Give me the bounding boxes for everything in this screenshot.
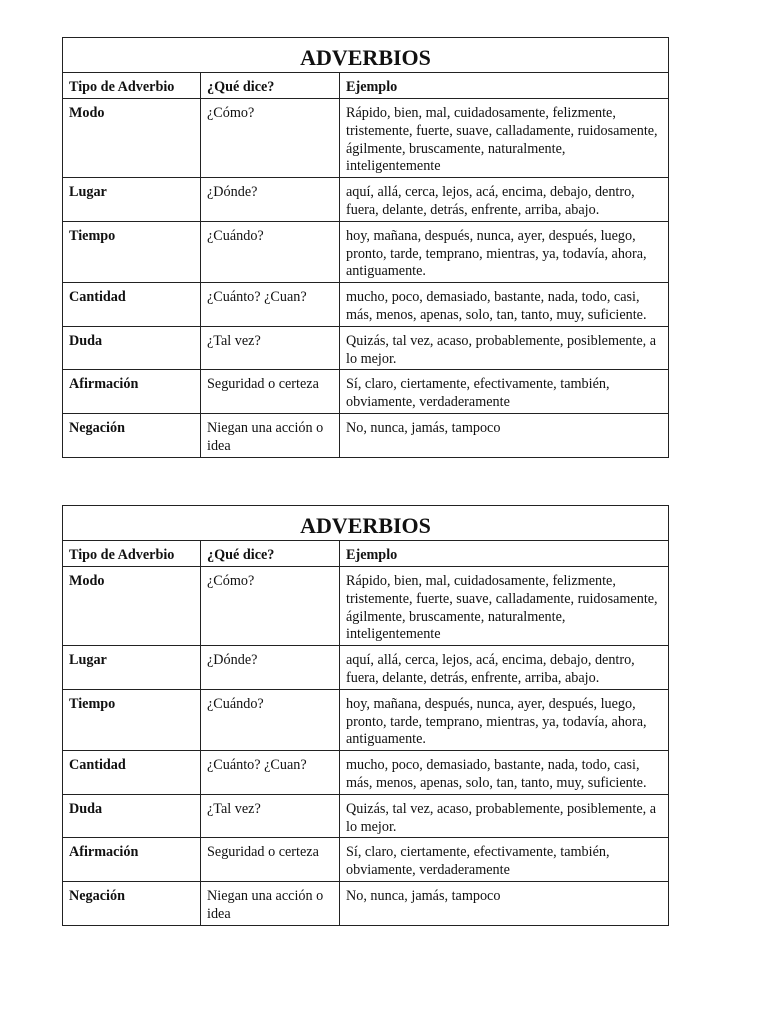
type-cell: Lugar bbox=[63, 178, 201, 222]
type-cell: Afirmación bbox=[63, 838, 201, 882]
adverbios-table-1 bbox=[62, 37, 669, 458]
question-cell: Niegan una acción o idea bbox=[201, 881, 340, 925]
column-header-type: Tipo de Adverbio bbox=[63, 541, 201, 567]
question-cell: Seguridad o certeza bbox=[201, 370, 340, 414]
question-cell: ¿Cómo? bbox=[201, 99, 340, 178]
example-cell: aquí, allá, cerca, lejos, acá, encima, debajo, dentro, fuera, delante, detrás, enfrente, arriba, abajo. bbox=[340, 178, 669, 222]
question-cell: ¿Cuándo? bbox=[201, 221, 340, 282]
column-header-question: ¿Qué dice? bbox=[201, 73, 340, 99]
table-row bbox=[63, 370, 669, 414]
example-cell: No, nunca, jamás, tampoco bbox=[340, 413, 669, 457]
title-row bbox=[63, 506, 669, 541]
example-cell: Sí, claro, ciertamente, efectivamente, también, obviamente, verdaderamente bbox=[340, 370, 669, 414]
table-row bbox=[63, 794, 669, 838]
table-row bbox=[63, 413, 669, 457]
question-cell: Niegan una acción o idea bbox=[201, 413, 340, 457]
example-cell: mucho, poco, demasiado, bastante, nada, todo, casi, más, menos, apenas, solo, tan, tanto, muy, suficiente. bbox=[340, 751, 669, 795]
type-cell: Modo bbox=[63, 567, 201, 646]
example-cell: Sí, claro, ciertamente, efectivamente, también, obviamente, verdaderamente bbox=[340, 838, 669, 882]
example-cell: mucho, poco, demasiado, bastante, nada, todo, casi, más, menos, apenas, solo, tan, tanto, muy, suficiente. bbox=[340, 283, 669, 327]
example-cell: Quizás, tal vez, acaso, probablemente, posiblemente, a lo mejor. bbox=[340, 794, 669, 838]
header-row bbox=[63, 541, 669, 567]
table-row bbox=[63, 99, 669, 178]
type-cell: Negación bbox=[63, 413, 201, 457]
question-cell: ¿Dónde? bbox=[201, 646, 340, 690]
column-header-question: ¿Qué dice? bbox=[201, 541, 340, 567]
question-cell: ¿Tal vez? bbox=[201, 326, 340, 370]
example-cell: aquí, allá, cerca, lejos, acá, encima, debajo, dentro, fuera, delante, detrás, enfrente, arriba, abajo. bbox=[340, 646, 669, 690]
example-cell: hoy, mañana, después, nunca, ayer, después, luego, pronto, tarde, temprano, mientras, ya, todavía, ahora, antiguamente. bbox=[340, 689, 669, 750]
table-row bbox=[63, 567, 669, 646]
adverbios-table-2 bbox=[62, 505, 669, 926]
header-row bbox=[63, 73, 669, 99]
column-header-example: Ejemplo bbox=[340, 541, 669, 567]
table-row bbox=[63, 326, 669, 370]
type-cell: Duda bbox=[63, 794, 201, 838]
table-row bbox=[63, 751, 669, 795]
table-row bbox=[63, 838, 669, 882]
column-header-type: Tipo de Adverbio bbox=[63, 73, 201, 99]
question-cell: ¿Dónde? bbox=[201, 178, 340, 222]
question-cell: Seguridad o certeza bbox=[201, 838, 340, 882]
question-cell: ¿Cuánto? ¿Cuan? bbox=[201, 751, 340, 795]
type-cell: Afirmación bbox=[63, 370, 201, 414]
table-row bbox=[63, 881, 669, 925]
type-cell: Modo bbox=[63, 99, 201, 178]
table-title: ADVERBIOS bbox=[63, 506, 669, 541]
table-title: ADVERBIOS bbox=[63, 38, 669, 73]
table-row bbox=[63, 221, 669, 282]
type-cell: Negación bbox=[63, 881, 201, 925]
type-cell: Lugar bbox=[63, 646, 201, 690]
type-cell: Cantidad bbox=[63, 751, 201, 795]
table-row bbox=[63, 283, 669, 327]
table-row bbox=[63, 178, 669, 222]
table-row bbox=[63, 646, 669, 690]
question-cell: ¿Cuánto? ¿Cuan? bbox=[201, 283, 340, 327]
title-row bbox=[63, 38, 669, 73]
question-cell: ¿Tal vez? bbox=[201, 794, 340, 838]
table-row bbox=[63, 689, 669, 750]
example-cell: Rápido, bien, mal, cuidadosamente, felizmente, tristemente, fuerte, suave, calladamente, ruidosamente, ágilmente, bruscamente, naturalmente, inteligentemente bbox=[340, 567, 669, 646]
example-cell: Rápido, bien, mal, cuidadosamente, felizmente, tristemente, fuerte, suave, calladamente, ruidosamente, ágilmente, bruscamente, naturalmente, inteligentemente bbox=[340, 99, 669, 178]
type-cell: Duda bbox=[63, 326, 201, 370]
type-cell: Tiempo bbox=[63, 689, 201, 750]
column-header-example: Ejemplo bbox=[340, 73, 669, 99]
example-cell: No, nunca, jamás, tampoco bbox=[340, 881, 669, 925]
example-cell: Quizás, tal vez, acaso, probablemente, posiblemente, a lo mejor. bbox=[340, 326, 669, 370]
question-cell: ¿Cuándo? bbox=[201, 689, 340, 750]
question-cell: ¿Cómo? bbox=[201, 567, 340, 646]
example-cell: hoy, mañana, después, nunca, ayer, después, luego, pronto, tarde, temprano, mientras, ya, todavía, ahora, antiguamente. bbox=[340, 221, 669, 282]
type-cell: Tiempo bbox=[63, 221, 201, 282]
type-cell: Cantidad bbox=[63, 283, 201, 327]
